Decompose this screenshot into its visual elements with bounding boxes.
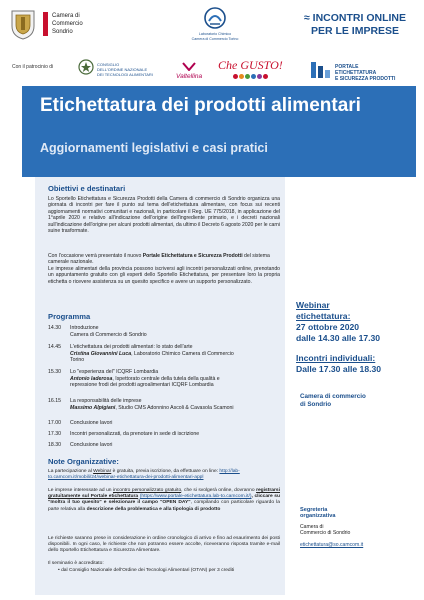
republic-emblem-icon bbox=[78, 58, 94, 81]
lab-logo bbox=[176, 6, 254, 42]
chamber-logo bbox=[43, 12, 103, 36]
organizer bbox=[300, 393, 400, 409]
notes-p1-a: La partecipazione al bbox=[48, 469, 94, 474]
secretariat-line-1: Camera di bbox=[300, 523, 324, 530]
valtellina-logo bbox=[176, 61, 202, 80]
objectives-p2-c: del sistema camerale nazionale. bbox=[48, 253, 270, 266]
program-line-3: Torino bbox=[70, 357, 85, 363]
incontri-line-1: ≈ INCONTRI ONLINE bbox=[303, 12, 406, 24]
portale-link[interactable]: (https://www.portale-etichettatura.lab-to.camcom.it/) bbox=[139, 494, 252, 500]
objectives-p2-portale: Portale Etichettatura e Sicurezza Prodotti bbox=[142, 253, 243, 259]
notes-p2-descrizione: descrizione della problematica e alla tipologia di prodotto bbox=[86, 506, 221, 512]
webinar-label-2: etichettatura: bbox=[296, 311, 351, 321]
notes-p1 bbox=[48, 469, 280, 481]
objectives-p2-a: Con l'occasione verrà presentato il nuovo bbox=[48, 253, 143, 259]
program-line-2 bbox=[70, 405, 284, 412]
registration-link[interactable]: http://lab-to.camcom.it/mobili/24/webinar-etichettatura-dei-prodotti-alimentari-appl bbox=[48, 469, 240, 481]
secretariat-line-2: Commercio di Sondrio bbox=[300, 530, 351, 537]
program-time: 14.30 bbox=[48, 325, 61, 331]
bullet-icon: • bbox=[58, 568, 62, 573]
consiglio-line-3: DEI TECNOLOGI ALIMENTARI bbox=[97, 72, 153, 77]
secretariat-title-2: organizzativa bbox=[300, 513, 336, 520]
program-line-1: Introduzione bbox=[70, 325, 99, 331]
program-affiliation: , Ispettorato centrale della tutela della qualità e bbox=[112, 375, 220, 382]
valtellina-text: Valtellina bbox=[176, 73, 203, 80]
lab-logo-icon bbox=[203, 6, 227, 30]
program-desc: Incontri personalizzati, da prenotare in sede di iscrizione bbox=[70, 431, 200, 437]
notes-p2-open-day: , cliccare su "Inoltra il tuo quesito" e selezionare il campo "OPEN DAY" bbox=[48, 494, 280, 506]
program-item bbox=[48, 325, 284, 339]
program-desc: Conclusione lavori bbox=[70, 420, 113, 426]
patronage-row bbox=[0, 52, 424, 86]
chamber-name: Camera di Commercio bbox=[52, 13, 83, 27]
program-time: 14.45 bbox=[48, 344, 61, 350]
patronage-label: Con il patrocinio di bbox=[12, 64, 54, 70]
program-line-1: L'etichettatura dei prodotti alimentari: lo stato dell'arte bbox=[70, 344, 193, 350]
portale-line-2: E SICUREZZA PRODOTTI bbox=[335, 75, 396, 82]
notes-title: Note Organizzative: bbox=[48, 457, 119, 466]
lab-sub: Camera di Commercio Torino bbox=[191, 37, 239, 41]
webinar-date: 27 ottobre 2020 bbox=[296, 322, 360, 332]
che-gusto-logo bbox=[218, 58, 283, 79]
notes-p2-incontro: incontro personalizzato gratuito bbox=[112, 488, 182, 493]
notes-p2-registrarsi: registrarsi gratuitamente sul Portale etichettatura bbox=[48, 488, 280, 500]
notes-accreditation bbox=[48, 568, 280, 574]
organizer-line-2: di Sondrio bbox=[300, 401, 332, 408]
incontri-online-title bbox=[290, 12, 420, 38]
consiglio-line-2: DELL'ORDINE NAZIONALE bbox=[97, 67, 148, 72]
chamber-city: Sondrio bbox=[52, 29, 73, 35]
program-item bbox=[48, 369, 284, 391]
notes-p2 bbox=[48, 488, 280, 513]
program-time: 17.30 bbox=[48, 431, 61, 437]
lab-name: Laboratorio Chimico bbox=[198, 32, 232, 36]
objectives-p3: Le imprese alimentari della provincia possono iscriversi agli incontri personalizzati online, prenotando un appuntamento gratuito con gli esperti dello Sportello Etichettatura, per presentare loro la propria etichetta o ricevere assistenza su un quesito specifico e avere un supporto personalizzato. bbox=[48, 266, 280, 285]
consiglio-text bbox=[97, 62, 159, 77]
program-line-1: La responsabilità delle imprese bbox=[70, 398, 142, 404]
notes-p2-a: Le imprese interessate ad un bbox=[48, 488, 113, 493]
page-subtitle: Aggiornamenti legislativi e casi pratici bbox=[40, 141, 268, 155]
program-desc bbox=[70, 344, 284, 364]
program-time: 18.30 bbox=[48, 442, 61, 448]
program-speaker: Antonio Iaderosa bbox=[70, 375, 113, 382]
crest-icon bbox=[8, 7, 38, 41]
program-affiliation: , Laboratorio Chimico Camera di Commercio bbox=[131, 350, 234, 357]
notes-p1-c: è gratuita, previa iscrizione, da effettuare on line: bbox=[111, 469, 220, 474]
secretariat-email-link[interactable]: etichettatura@so.camcom.it bbox=[300, 541, 364, 548]
title-banner bbox=[22, 86, 416, 177]
program-desc bbox=[70, 369, 284, 389]
incontri-time: Dalle 17.30 alle 18.30 bbox=[296, 364, 382, 374]
incontri-label: Incontri individuali: bbox=[296, 353, 376, 363]
program-time: 15.30 bbox=[48, 369, 61, 375]
program-desc: Conclusione lavori bbox=[70, 442, 113, 448]
portale-logo bbox=[310, 60, 397, 85]
objectives-title: Obiettivi e destinatari bbox=[48, 184, 126, 193]
che-gusto-text: Che GUSTO! bbox=[218, 58, 283, 72]
portale-logo-icon bbox=[310, 60, 332, 85]
program-item bbox=[48, 431, 284, 439]
program-desc bbox=[70, 325, 284, 338]
consiglio-logo bbox=[78, 58, 159, 81]
program-line-1: Lo "esperienza del" ICQRF Lombardia bbox=[70, 369, 159, 375]
objectives-p2 bbox=[48, 253, 280, 266]
portale-line-1: PORTALE ETICHETTATURA bbox=[335, 63, 377, 76]
page-title: Etichettatura dei prodotti alimentari bbox=[40, 95, 361, 116]
webinar-dates bbox=[296, 300, 420, 375]
webinar-time: dalle 14.30 alle 17.30 bbox=[296, 333, 381, 343]
program-time: 16.15 bbox=[48, 398, 61, 404]
notes-p4: Il seminario è accreditato: bbox=[48, 561, 104, 566]
programma-title: Programma bbox=[48, 312, 91, 321]
notes-p3: Le richieste saranno prese in considerazione in ordine cronologico di arrivo e fino ad esaurimento dei posti disponibili. In ogni caso, le richieste che non potranno essere accolte, riceveranno risposta tramite e-mail dello Sportello Etichettatura e Sicurezza Alimentare. bbox=[48, 536, 280, 554]
program-speaker: Massimo Alpigiani bbox=[70, 404, 116, 411]
notes-p1-webinar: Webinar bbox=[93, 469, 112, 474]
program-affiliation: , Studio CMS Adonnino Ascoli & Cavasola Scamoni bbox=[115, 404, 234, 411]
organizer-line-1: Camera di commercio bbox=[300, 393, 366, 400]
consiglio-line-1: CONSIGLIO bbox=[97, 62, 120, 67]
webinar-label-1: Webinar bbox=[296, 300, 330, 310]
program-speaker: Cristina Giovannini Luca bbox=[70, 350, 132, 357]
notes-p2-f: , compilando con particolare riguardo la parte relativa alla bbox=[48, 500, 280, 512]
secretariat-title-1: Segreteria bbox=[300, 507, 328, 513]
program-desc bbox=[70, 398, 284, 411]
program-line-2: Camera di Commercio di Sondrio bbox=[70, 331, 147, 338]
program-item bbox=[48, 344, 284, 366]
header bbox=[0, 0, 424, 52]
program-item bbox=[48, 398, 284, 412]
notes-p2-c: , che si svolgerà online, dovranno bbox=[181, 488, 257, 493]
notes-accreditation-text: dal Consiglio Nazionale dell'Ordine dei Tecnologi Alimentari (OTAN) per 3 crediti bbox=[61, 568, 235, 573]
program-item bbox=[48, 420, 284, 428]
portale-text bbox=[335, 64, 397, 82]
valtellina-mark-icon bbox=[182, 61, 196, 71]
che-gusto-dots bbox=[218, 74, 283, 79]
program-line-3: repressione frodi dei prodotti agroalimentari ICQRF Lombardia bbox=[70, 382, 214, 388]
program-item bbox=[48, 442, 284, 450]
secretariat bbox=[300, 507, 410, 548]
incontri-line-2: PER LE IMPRESE bbox=[310, 25, 400, 37]
program-time: 17.00 bbox=[48, 420, 61, 426]
objectives-p1: Lo Sportello Etichettatura e Sicurezza Prodotti della Camera di commercio di Sondrio organizza una giornata di incontri per fare il punto sul tema dell'etichettatura alimentare, con focus sui recenti aggiornamenti normativi comunitari e nazionali, in particolare il Reg. UE 775/2018, in applicazione del 1°aprile 2020 e relativo all'indicazione dell'origine dell'ingrediente primario, e i decreti nazionali sull'indicazione dell'origine per alcuni prodotti alimentari, da ultimo il Decreto 6 agosto 2020 per le carni suine trasformate. bbox=[48, 196, 280, 235]
